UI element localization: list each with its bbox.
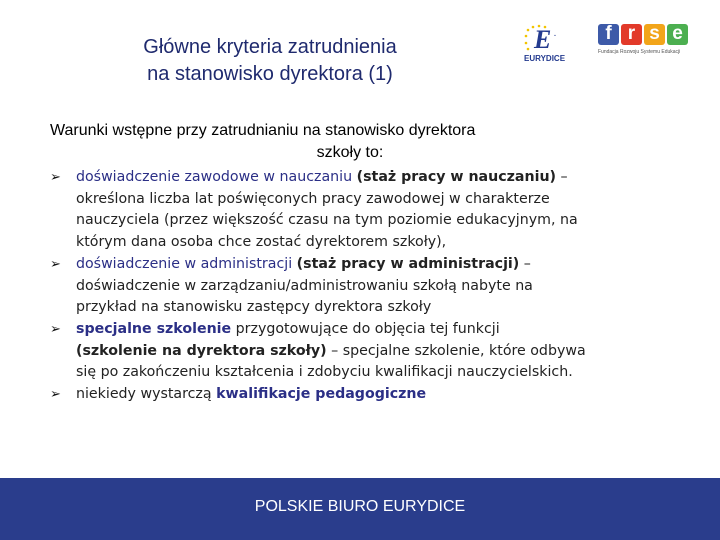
footer-bar: [0, 478, 720, 540]
slide-title: [60, 34, 480, 88]
frse-letter-f: f: [598, 24, 619, 45]
item-2-highlight: doświadczenie w administracji: [76, 255, 293, 272]
item-3-line2-rest: – specjalne szkolenie, które odbywa: [326, 342, 586, 359]
arrow-bullet-icon: ➢: [50, 321, 61, 337]
item-4-highlight: kwalifikacje pedagogiczne: [216, 386, 427, 403]
item-1-line: nauczyciela (przez większość czasu na tym poziomie edukacyjnym, na: [76, 212, 578, 229]
footer-text: POLSKIE BIURO EURYDICE: [254, 498, 466, 515]
criteria-item-2: [50, 254, 690, 319]
criteria-item-4: [50, 384, 690, 406]
criteria-list: [50, 167, 690, 406]
item-3-rest: przygotowujące do objęcia tej funkcji: [231, 320, 500, 337]
frse-logo: [598, 24, 696, 66]
frse-letter-s: s: [644, 24, 665, 45]
arrow-bullet-icon: ➢: [50, 387, 61, 403]
item-2-line: doświadczenie w zarządzaniu/administrowaniu szkołą nabyte na: [76, 277, 533, 294]
intro-line-2: szkoły to:: [316, 144, 384, 161]
item-2-paren: (staż pracy w administracji): [296, 255, 520, 272]
item-1-line: określona liczba lat poświęconych pracy zawodowej w charakterze: [76, 190, 550, 207]
frse-tagline: Fundacja Rozwoju Systemu Edukacji: [598, 49, 681, 55]
eurydice-logo: [520, 24, 578, 64]
item-1-highlight: doświadczenie zawodowe w nauczaniu: [76, 169, 353, 185]
frse-letter-e: e: [667, 24, 688, 45]
frse-letter-r: r: [621, 24, 642, 45]
item-2-dash: –: [519, 255, 531, 272]
svg-text:·: ·: [554, 33, 557, 40]
title-line-2: na stanowisko dyrektora (1): [147, 63, 393, 85]
eurydice-logo-text: EURYDICE: [524, 54, 566, 63]
svg-text:E: E: [534, 25, 552, 54]
criteria-item-1: [50, 167, 690, 254]
item-3-line: się po zakończeniu kształcenia i zdobyciu kwalifikacji nauczycielskich.: [76, 364, 573, 381]
arrow-bullet-icon: ➢: [50, 256, 61, 272]
item-2-line: przykład na stanowisku zastępcy dyrektora szkoły: [76, 299, 432, 316]
criteria-item-3: [50, 319, 690, 384]
item-1-paren: (staż pracy w nauczaniu): [356, 169, 557, 185]
item-3-paren: (szkolenie na dyrektora szkoły): [76, 342, 327, 359]
item-4-prefix: niekiedy wystarczą: [76, 386, 217, 403]
intro-line-1: Warunki wstępne przy zatrudnianiu na stanowisko dyrektora: [50, 122, 476, 139]
item-1-dash: –: [556, 169, 568, 185]
intro-text: [50, 120, 650, 164]
title-line-1: Główne kryteria zatrudnienia: [143, 36, 397, 58]
arrow-bullet-icon: ➢: [50, 170, 61, 185]
item-1-line: którym dana osoba chce zostać dyrektorem szkoły),: [76, 234, 447, 251]
item-3-highlight: specjalne szkolenie: [76, 320, 232, 337]
